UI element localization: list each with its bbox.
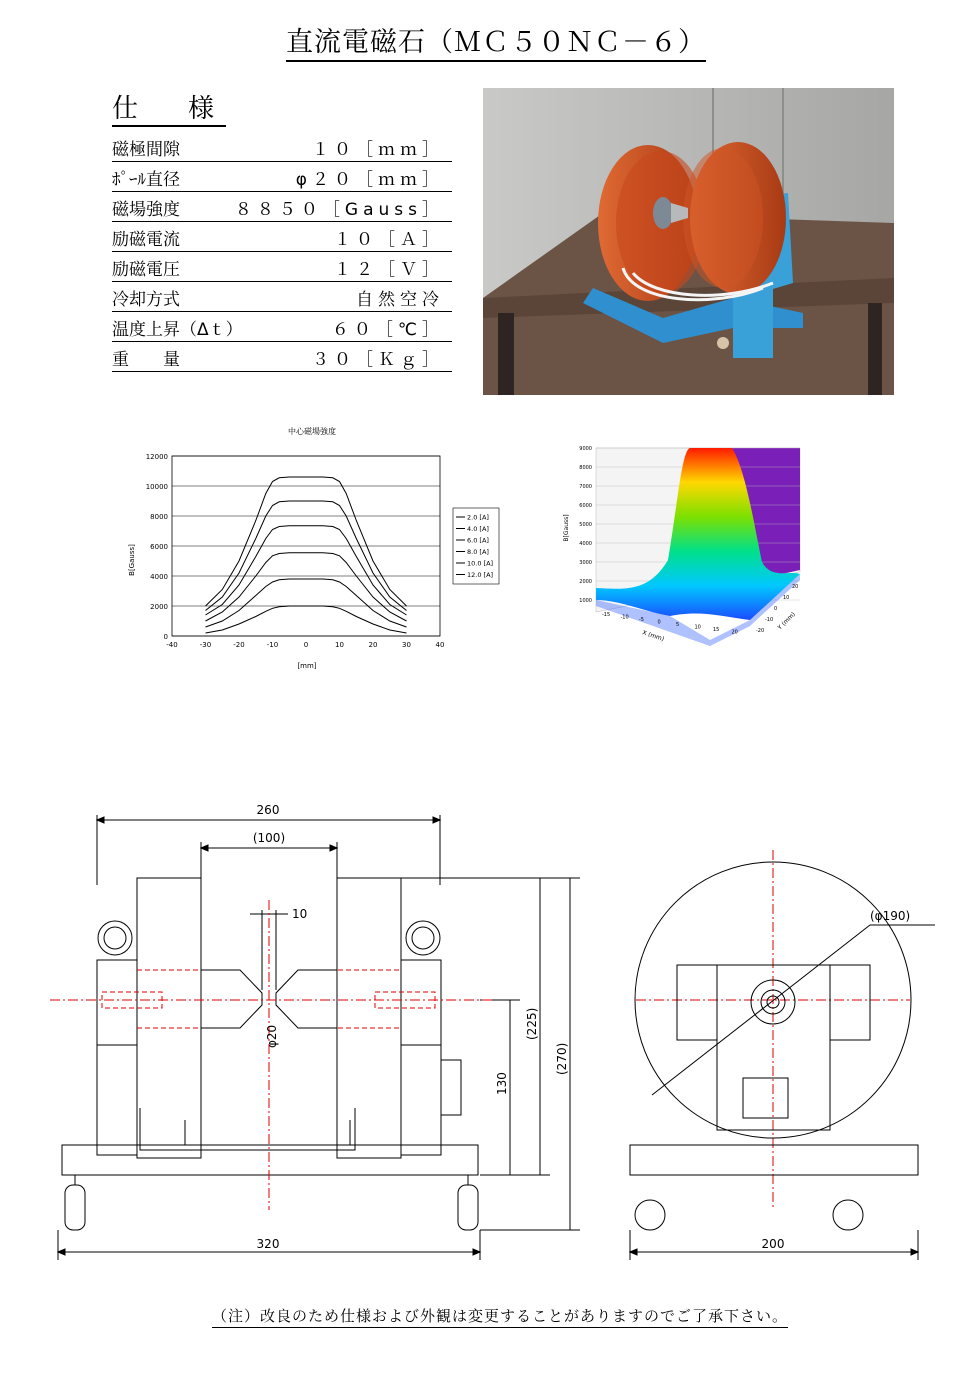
z-tick-label: 8000 bbox=[579, 465, 592, 471]
x-tick-label: 15 bbox=[713, 627, 720, 633]
spec-value: １０［ｍｍ］ bbox=[312, 140, 444, 160]
spec-value: ３０［Ｋｇ］ bbox=[312, 350, 444, 370]
spec-row bbox=[112, 282, 452, 312]
legend-entry: 10.0 [A] bbox=[467, 559, 494, 568]
spec-value: 自然空冷 bbox=[356, 290, 444, 310]
y-tick-label: 6000 bbox=[150, 543, 168, 551]
series-line bbox=[206, 501, 407, 611]
chart-xlabel: [mm] bbox=[297, 662, 317, 670]
dim-pole-gap: 10 bbox=[292, 907, 308, 921]
spec-label: 励磁電圧 bbox=[112, 260, 180, 280]
legend-entry: 2.0 [A] bbox=[467, 513, 489, 522]
series-line bbox=[206, 553, 407, 621]
page-title: 直流電磁石（ＭＣ５０ＮＣ－６） bbox=[286, 20, 706, 62]
x-tick-label: -5 bbox=[639, 617, 644, 623]
dim-width-260: 260 bbox=[256, 803, 280, 817]
dim-base-320: 320 bbox=[256, 1237, 280, 1251]
x-tick-label: -10 bbox=[620, 614, 629, 621]
y-tick-label: -20 bbox=[756, 628, 765, 634]
y-tick-label: 0 bbox=[774, 606, 778, 612]
chart-title: 中心磁場強度 bbox=[288, 427, 336, 436]
y-tick-label: 8000 bbox=[150, 513, 168, 521]
series-line bbox=[206, 526, 407, 615]
field-surface-chart bbox=[550, 440, 820, 650]
front-view bbox=[58, 815, 580, 1260]
x-tick-label: 0 bbox=[303, 641, 309, 649]
spec-value: １０［Ａ］ bbox=[334, 230, 444, 250]
y-tick-label: 10 bbox=[783, 595, 790, 601]
spec-value: １２［Ｖ］ bbox=[334, 260, 444, 280]
series-line bbox=[206, 579, 407, 627]
y-tick-label: -10 bbox=[765, 617, 774, 623]
legend-entry: 12.0 [A] bbox=[467, 571, 494, 579]
x-tick-label: 10 bbox=[694, 624, 701, 631]
x-tick-label: 30 bbox=[402, 641, 411, 649]
surface-zlabel: B[Gauss] bbox=[563, 514, 570, 542]
spec-label: 磁場強度 bbox=[112, 200, 180, 220]
y-tick-label: 20 bbox=[792, 584, 799, 590]
center-lines bbox=[50, 850, 910, 1210]
dim-base-200: 200 bbox=[761, 1237, 785, 1251]
spec-row bbox=[112, 192, 452, 222]
spec-row bbox=[112, 162, 452, 192]
spec-table bbox=[112, 132, 452, 372]
spec-row bbox=[112, 342, 452, 372]
spec-heading: 仕 様 bbox=[112, 93, 226, 127]
spec-value: ８８５０［Gauss］ bbox=[234, 200, 444, 220]
x-tick-label: -15 bbox=[602, 612, 611, 618]
z-tick-label: 9000 bbox=[579, 446, 592, 452]
chart-ylabel: B[Gauss] bbox=[128, 544, 136, 576]
spec-label: ﾎﾟｰﾙ直径 bbox=[112, 170, 180, 190]
z-tick-label: 3000 bbox=[579, 560, 592, 566]
z-tick-label: 5000 bbox=[579, 522, 592, 528]
x-tick-label: -40 bbox=[166, 641, 178, 649]
x-tick-label: 20 bbox=[368, 641, 378, 649]
x-tick-label: 5 bbox=[676, 622, 680, 628]
legend-entry: 6.0 [A] bbox=[467, 536, 489, 545]
spec-label: 励磁電流 bbox=[112, 230, 180, 250]
series-line bbox=[206, 477, 407, 606]
dim-coil-190: (φ190) bbox=[870, 909, 911, 923]
x-tick-label: -20 bbox=[233, 641, 245, 649]
x-tick-label: 20 bbox=[731, 629, 738, 636]
spec-label: 冷却方式 bbox=[112, 290, 180, 310]
spec-row bbox=[112, 222, 452, 252]
y-tick-label: 12000 bbox=[145, 453, 168, 461]
legend-entry: 4.0 [A] bbox=[467, 525, 489, 533]
spec-label: 重 量 bbox=[112, 350, 180, 370]
x-tick-label: 40 bbox=[435, 641, 445, 649]
spec-row bbox=[112, 312, 452, 342]
y-tick-label: 10000 bbox=[145, 483, 168, 491]
z-tick-label: 2000 bbox=[579, 579, 592, 585]
z-tick-label: 6000 bbox=[579, 503, 592, 509]
z-tick-label: 7000 bbox=[579, 484, 592, 490]
spec-label: 温度上昇（Δｔ） bbox=[112, 320, 243, 340]
x-tick-label: 10 bbox=[335, 641, 344, 649]
spec-value: φ２０［ｍｍ］ bbox=[295, 170, 444, 190]
spec-value: ６０［℃］ bbox=[331, 320, 444, 340]
center-field-chart bbox=[120, 420, 520, 680]
dim-height-130: 130 bbox=[495, 1072, 509, 1095]
y-tick-label: 4000 bbox=[150, 573, 168, 581]
product-photo bbox=[483, 88, 894, 395]
dim-height-270: (270) bbox=[555, 1042, 569, 1075]
mechanical-drawing bbox=[40, 790, 940, 1270]
series-line bbox=[206, 606, 407, 633]
spec-row bbox=[112, 132, 452, 162]
spec-row bbox=[112, 252, 452, 282]
legend-entry: 8.0 [A] bbox=[467, 548, 489, 556]
footnote: （注）改良のため仕様および外観は変更することがありますのでご了承下さい。 bbox=[212, 1305, 788, 1328]
dim-height-225: (225) bbox=[525, 1007, 539, 1040]
x-tick-label: -30 bbox=[199, 641, 212, 649]
surface-ylabel: Y (mm) bbox=[776, 610, 797, 632]
x-tick-label: -10 bbox=[266, 641, 279, 649]
y-tick-label: 0 bbox=[163, 633, 168, 641]
z-tick-label: 1000 bbox=[579, 598, 592, 604]
x-tick-label: 0 bbox=[657, 619, 661, 626]
spec-label: 磁極間隙 bbox=[112, 140, 180, 160]
dim-pole-dia: φ20 bbox=[265, 1024, 279, 1048]
y-tick-label: 2000 bbox=[150, 603, 168, 611]
surface-xlabel: X (mm) bbox=[641, 629, 665, 643]
dim-gap-100: (100) bbox=[252, 831, 286, 845]
z-tick-label: 4000 bbox=[579, 541, 592, 547]
